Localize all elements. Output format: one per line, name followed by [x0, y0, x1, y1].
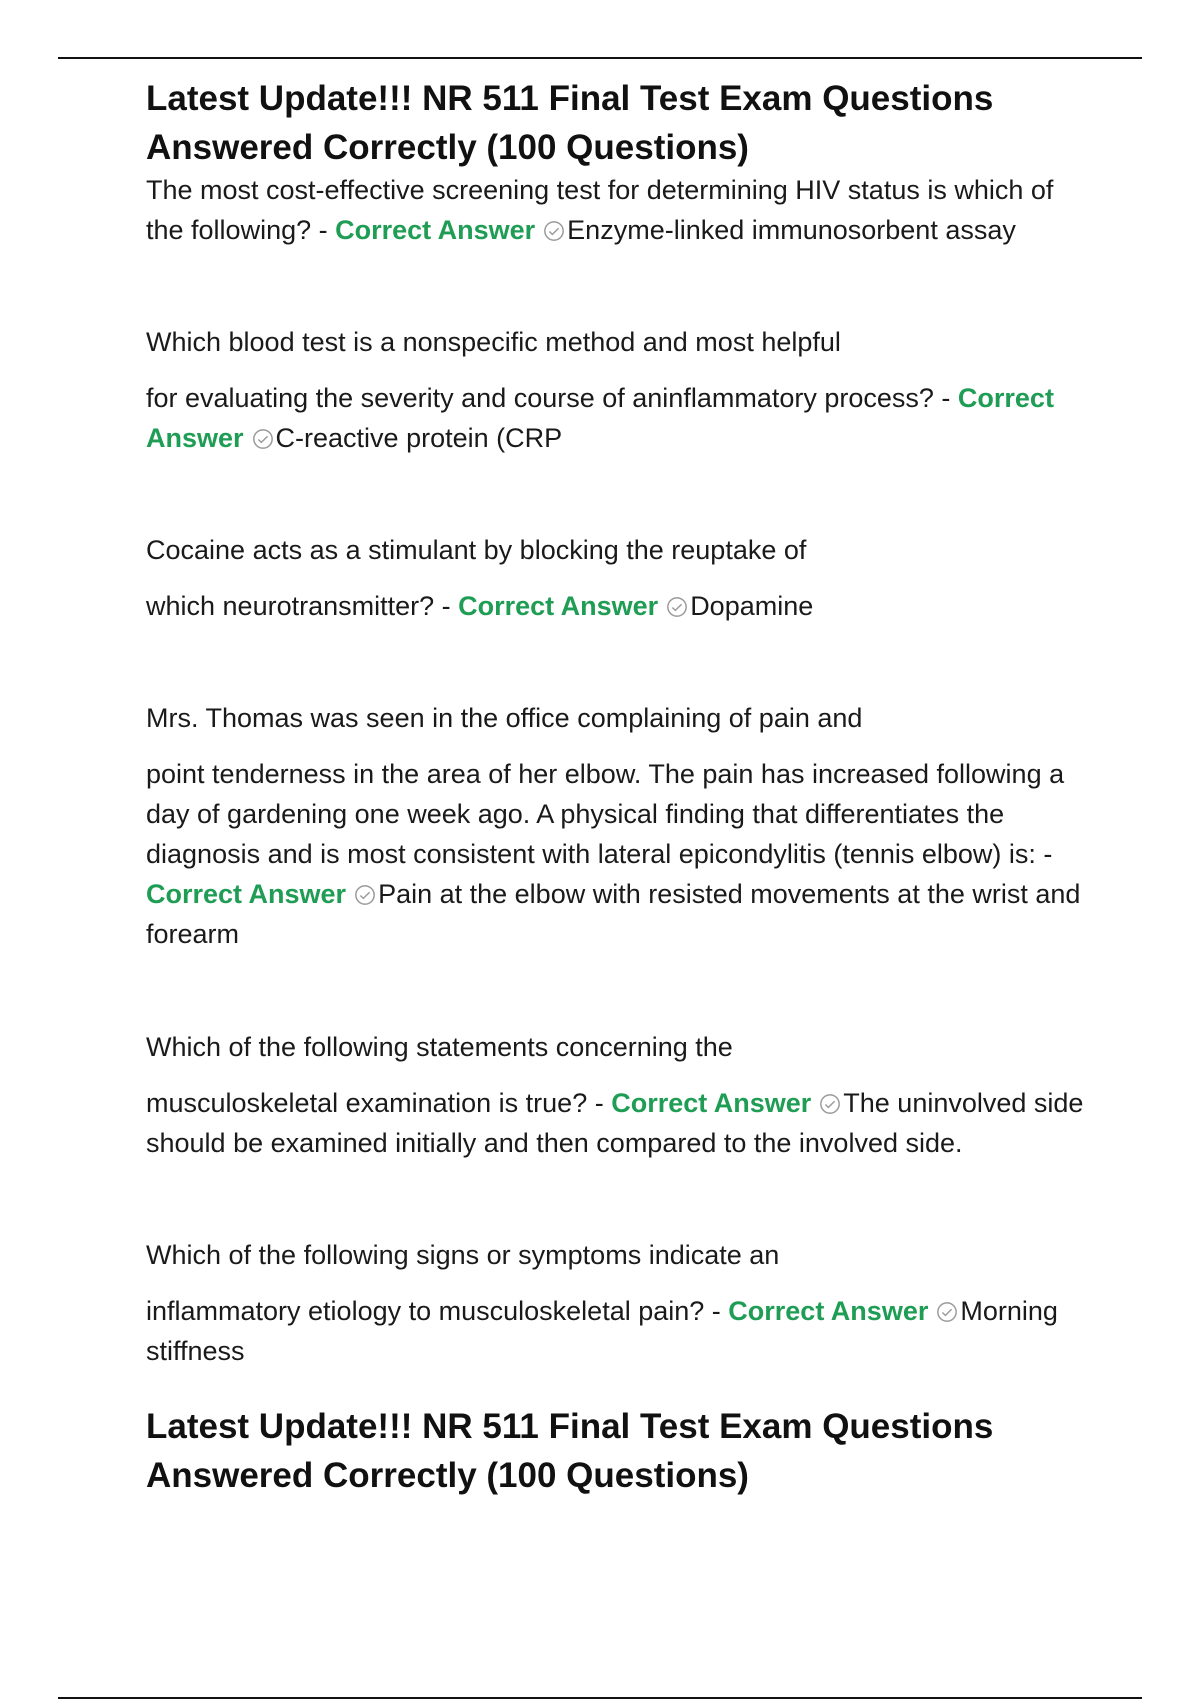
- question-text: musculoskeletal examination is true? -: [146, 1088, 612, 1118]
- correct-answer-label: Correct Answer: [728, 1296, 929, 1326]
- correct-answer-label: Correct Answer: [335, 215, 536, 245]
- qa-item-6: [146, 1235, 1096, 1371]
- answer-text: The uninvolved side should be examined initially and then compared to the involved side.: [146, 1088, 1084, 1158]
- correct-answer-label: Correct Answer: [146, 383, 1054, 453]
- correct-answer-label: Correct Answer: [146, 879, 347, 909]
- qa-item-2: [146, 322, 1096, 458]
- question-first-line: Which blood test is a nonspecific method and most helpful: [146, 327, 841, 357]
- qa-text: [146, 1083, 1096, 1163]
- check-circle-icon: [819, 1093, 841, 1115]
- check-circle-icon: [936, 1301, 958, 1323]
- top-rule: [58, 57, 1142, 59]
- document-title: Latest Update!!! NR 511 Final Test Exam Questions Answered Correctly (100 Questions): [146, 79, 994, 167]
- qa-text: [146, 754, 1096, 954]
- question-text: inflammatory etiology to musculoskeletal pain? -: [146, 1296, 729, 1326]
- check-circle-icon: [543, 220, 565, 242]
- qa-item-1: [146, 170, 1096, 250]
- correct-answer-label: Correct Answer: [458, 591, 659, 621]
- qa-text: [146, 170, 1096, 250]
- bottom-rule: [58, 1697, 1142, 1699]
- qa-item-3: [146, 530, 1096, 626]
- question-text: The most cost-effective screening test for determining HIV status is which of the following? -: [146, 175, 1054, 245]
- question-text: point tenderness in the area of her elbow. The pain has increased following a day of gardening one week ago. A physical finding that differentiates the diagnosis and is most consistent with lateral epicondylitis (tennis elbow) is: -: [146, 759, 1065, 869]
- correct-answer-label: Correct Answer: [611, 1088, 812, 1118]
- answer-text: Pain at the elbow with resisted movements at the wrist and forearm: [146, 879, 1081, 949]
- question-first-line: Which of the following statements concerning the: [146, 1032, 733, 1062]
- answer-text: C-reactive protein (CRP: [275, 423, 563, 453]
- check-circle-icon: [354, 884, 376, 906]
- qa-item-5: [146, 1027, 1096, 1163]
- qa-text: [146, 378, 1096, 458]
- question-text: which neurotransmitter? -: [146, 591, 459, 621]
- answer-text: Dopamine: [690, 591, 814, 621]
- question-first-line: Cocaine acts as a stimulant by blocking the reuptake of: [146, 535, 807, 565]
- qa-text: [146, 1291, 1096, 1371]
- answer-text: Enzyme-linked immunosorbent assay: [567, 215, 1016, 245]
- question-text: for evaluating the severity and course of aninflammatory process? -: [146, 383, 958, 413]
- qa-text: [146, 586, 1096, 626]
- question-first-line: Which of the following signs or symptoms indicate an: [146, 1240, 780, 1270]
- answer-text: Morning stiffness: [146, 1296, 1058, 1366]
- question-first-line: Mrs. Thomas was seen in the office complaining of pain and: [146, 703, 863, 733]
- check-circle-icon: [666, 596, 688, 618]
- qa-item-4: [146, 698, 1096, 954]
- check-circle-icon: [252, 428, 274, 450]
- document-title-repeat: Latest Update!!! NR 511 Final Test Exam Questions Answered Correctly (100 Questions): [146, 1407, 994, 1495]
